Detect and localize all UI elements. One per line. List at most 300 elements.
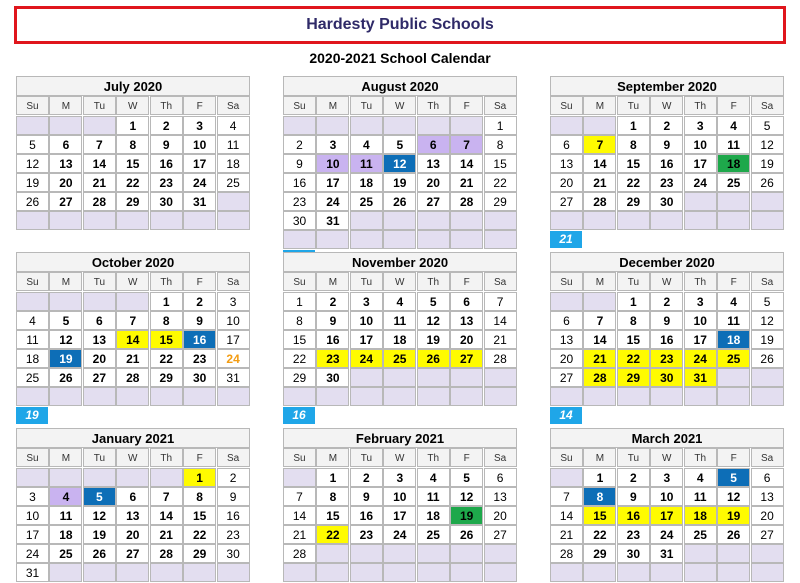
empty-cell — [484, 368, 517, 387]
empty-cell — [350, 544, 383, 563]
day-cell: 1 — [150, 292, 183, 311]
day-cell: 8 — [617, 135, 650, 154]
day-cell: 27 — [49, 192, 82, 211]
day-cell: 17 — [684, 154, 717, 173]
empty-cell — [583, 387, 616, 406]
day-cell: 20 — [417, 173, 450, 192]
day-cell: 27 — [450, 349, 483, 368]
day-cell: 22 — [484, 173, 517, 192]
day-cell: 4 — [417, 468, 450, 487]
day-cell: 15 — [183, 506, 216, 525]
day-cell: 18 — [717, 330, 750, 349]
day-cell: 1 — [283, 292, 316, 311]
empty-cell — [484, 211, 517, 230]
day-cell: 15 — [583, 506, 616, 525]
day-cell: 5 — [417, 292, 450, 311]
empty-cell — [751, 563, 784, 582]
day-cell: 2 — [650, 116, 683, 135]
empty-cell — [550, 211, 583, 230]
day-cell: 24 — [183, 173, 216, 192]
empty-cell — [484, 230, 517, 249]
day-cell: 18 — [16, 349, 49, 368]
day-cell: 11 — [717, 311, 750, 330]
day-cell: 13 — [751, 487, 784, 506]
day-cell: 21 — [116, 349, 149, 368]
empty-cell — [217, 563, 250, 582]
day-cell: 10 — [350, 311, 383, 330]
day-cell: 30 — [183, 368, 216, 387]
day-cell: 10 — [16, 506, 49, 525]
empty-cell — [684, 563, 717, 582]
empty-cell — [16, 116, 49, 135]
day-header: Su — [16, 448, 49, 467]
empty-cell — [751, 544, 784, 563]
day-cell: 1 — [316, 468, 349, 487]
empty-cell — [383, 544, 416, 563]
month-title: October 2020 — [16, 252, 250, 272]
empty-cell — [217, 211, 250, 230]
day-cell: 23 — [150, 173, 183, 192]
day-cell: 5 — [751, 292, 784, 311]
day-cell: 21 — [583, 173, 616, 192]
day-cell: 29 — [150, 368, 183, 387]
empty-cell — [417, 387, 450, 406]
day-header: F — [450, 96, 483, 115]
empty-cell — [450, 544, 483, 563]
day-header: F — [450, 448, 483, 467]
day-cell: 22 — [183, 525, 216, 544]
empty-cell — [417, 230, 450, 249]
empty-cell — [316, 563, 349, 582]
day-cell: 10 — [183, 135, 216, 154]
day-cell: 7 — [83, 135, 116, 154]
day-cell: 14 — [150, 506, 183, 525]
day-cell: 1 — [617, 292, 650, 311]
empty-cell — [583, 292, 616, 311]
day-cell: 9 — [183, 311, 216, 330]
day-cell: 18 — [717, 154, 750, 173]
day-cell: 21 — [450, 173, 483, 192]
day-cell: 23 — [316, 349, 349, 368]
day-cell: 23 — [617, 525, 650, 544]
day-cell: 21 — [484, 330, 517, 349]
day-cell: 29 — [183, 544, 216, 563]
day-cell: 26 — [751, 349, 784, 368]
day-cell: 9 — [350, 487, 383, 506]
day-header: M — [49, 272, 82, 291]
day-cell: 27 — [417, 192, 450, 211]
day-cell: 25 — [49, 544, 82, 563]
day-header: M — [49, 96, 82, 115]
empty-cell — [217, 192, 250, 211]
day-cell: 29 — [583, 544, 616, 563]
empty-cell — [116, 387, 149, 406]
day-cell: 7 — [583, 311, 616, 330]
day-header: F — [717, 448, 750, 467]
empty-cell — [717, 544, 750, 563]
day-cell: 15 — [283, 330, 316, 349]
empty-cell — [450, 211, 483, 230]
day-cell: 10 — [217, 311, 250, 330]
day-cell: 25 — [217, 173, 250, 192]
day-cell: 14 — [450, 154, 483, 173]
day-header: W — [116, 96, 149, 115]
day-header: Sa — [217, 448, 250, 467]
day-cell: 21 — [583, 349, 616, 368]
day-cell: 27 — [550, 192, 583, 211]
day-cell: 13 — [550, 330, 583, 349]
empty-cell — [717, 563, 750, 582]
day-cell: 3 — [684, 292, 717, 311]
day-cell: 20 — [116, 525, 149, 544]
month-title: March 2021 — [550, 428, 784, 448]
day-cell: 5 — [49, 311, 82, 330]
day-cell: 31 — [217, 368, 250, 387]
empty-cell — [484, 563, 517, 582]
day-cell: 26 — [450, 525, 483, 544]
day-header: Sa — [217, 96, 250, 115]
empty-cell — [83, 116, 116, 135]
empty-cell — [83, 292, 116, 311]
day-cell: 21 — [283, 525, 316, 544]
day-cell: 29 — [484, 192, 517, 211]
day-count-badge: 19 — [16, 407, 48, 424]
day-header: W — [383, 96, 416, 115]
day-cell: 2 — [316, 292, 349, 311]
day-cell: 16 — [650, 154, 683, 173]
day-cell: 7 — [450, 135, 483, 154]
empty-cell — [150, 387, 183, 406]
day-cell: 16 — [650, 330, 683, 349]
empty-cell — [116, 468, 149, 487]
day-cell: 9 — [283, 154, 316, 173]
day-cell: 28 — [550, 544, 583, 563]
day-cell: 3 — [183, 116, 216, 135]
day-cell: 17 — [316, 173, 349, 192]
day-cell: 6 — [450, 292, 483, 311]
empty-cell — [751, 211, 784, 230]
day-cell: 23 — [183, 349, 216, 368]
day-cell: 12 — [383, 154, 416, 173]
empty-cell — [550, 563, 583, 582]
day-cell: 2 — [150, 116, 183, 135]
day-header: Sa — [484, 448, 517, 467]
day-cell: 12 — [16, 154, 49, 173]
day-cell: 6 — [417, 135, 450, 154]
day-cell: 5 — [383, 135, 416, 154]
empty-cell — [183, 563, 216, 582]
day-cell: 8 — [150, 311, 183, 330]
empty-cell — [283, 387, 316, 406]
day-header: W — [383, 272, 416, 291]
empty-cell — [350, 116, 383, 135]
day-cell: 12 — [717, 487, 750, 506]
day-cell: 24 — [650, 525, 683, 544]
day-cell: 14 — [116, 330, 149, 349]
day-cell: 28 — [450, 192, 483, 211]
empty-cell — [316, 387, 349, 406]
empty-cell — [183, 211, 216, 230]
day-cell: 24 — [316, 192, 349, 211]
day-cell: 1 — [484, 116, 517, 135]
day-cell: 31 — [316, 211, 349, 230]
day-cell: 17 — [383, 506, 416, 525]
day-cell: 15 — [150, 330, 183, 349]
day-cell: 4 — [383, 292, 416, 311]
day-header: Th — [684, 96, 717, 115]
empty-cell — [717, 387, 750, 406]
day-cell: 21 — [150, 525, 183, 544]
day-cell: 5 — [751, 116, 784, 135]
day-cell: 6 — [484, 468, 517, 487]
empty-cell — [116, 211, 149, 230]
day-cell: 14 — [583, 154, 616, 173]
empty-cell — [150, 468, 183, 487]
day-cell: 29 — [617, 368, 650, 387]
day-cell: 6 — [83, 311, 116, 330]
day-cell: 22 — [150, 349, 183, 368]
day-cell: 25 — [383, 349, 416, 368]
empty-cell — [150, 211, 183, 230]
day-header: Sa — [751, 272, 784, 291]
day-cell: 9 — [150, 135, 183, 154]
day-cell: 3 — [650, 468, 683, 487]
day-cell: 14 — [550, 506, 583, 525]
day-header: Sa — [751, 96, 784, 115]
day-cell: 3 — [350, 292, 383, 311]
day-cell: 8 — [116, 135, 149, 154]
day-cell: 5 — [717, 468, 750, 487]
day-cell: 5 — [83, 487, 116, 506]
day-cell: 4 — [717, 116, 750, 135]
day-header: Su — [550, 96, 583, 115]
day-cell: 8 — [316, 487, 349, 506]
day-header: F — [717, 272, 750, 291]
empty-cell — [49, 468, 82, 487]
day-cell: 16 — [183, 330, 216, 349]
day-cell: 22 — [116, 173, 149, 192]
day-cell: 17 — [183, 154, 216, 173]
day-cell: 8 — [484, 135, 517, 154]
day-cell: 2 — [217, 468, 250, 487]
day-cell: 7 — [484, 292, 517, 311]
day-cell: 25 — [717, 349, 750, 368]
day-header: Tu — [617, 272, 650, 291]
empty-cell — [450, 563, 483, 582]
empty-cell — [49, 116, 82, 135]
day-cell: 1 — [116, 116, 149, 135]
day-header: W — [116, 272, 149, 291]
day-header: F — [183, 448, 216, 467]
day-cell: 30 — [617, 544, 650, 563]
month-title: August 2020 — [283, 76, 517, 96]
empty-cell — [717, 192, 750, 211]
day-cell: 25 — [717, 173, 750, 192]
empty-cell — [417, 563, 450, 582]
empty-cell — [283, 230, 316, 249]
empty-cell — [583, 116, 616, 135]
day-header: W — [650, 272, 683, 291]
empty-cell — [583, 211, 616, 230]
day-cell: 24 — [217, 349, 250, 368]
empty-cell — [83, 563, 116, 582]
day-cell: 30 — [650, 192, 683, 211]
day-cell: 22 — [617, 173, 650, 192]
day-cell: 7 — [550, 487, 583, 506]
day-cell: 31 — [650, 544, 683, 563]
day-cell: 20 — [49, 173, 82, 192]
empty-cell — [650, 563, 683, 582]
empty-cell — [116, 292, 149, 311]
day-cell: 19 — [49, 349, 82, 368]
empty-cell — [684, 387, 717, 406]
empty-cell — [684, 544, 717, 563]
day-header: M — [49, 448, 82, 467]
month-title: January 2021 — [16, 428, 250, 448]
day-header: Tu — [617, 448, 650, 467]
empty-cell — [83, 387, 116, 406]
empty-cell — [450, 368, 483, 387]
day-cell: 30 — [316, 368, 349, 387]
day-cell: 2 — [283, 135, 316, 154]
empty-cell — [751, 368, 784, 387]
empty-cell — [650, 387, 683, 406]
day-cell: 19 — [751, 330, 784, 349]
day-cell: 11 — [217, 135, 250, 154]
empty-cell — [417, 544, 450, 563]
day-cell: 25 — [417, 525, 450, 544]
empty-cell — [650, 211, 683, 230]
day-cell: 6 — [550, 135, 583, 154]
day-cell: 28 — [116, 368, 149, 387]
day-cell: 19 — [751, 154, 784, 173]
empty-cell — [16, 387, 49, 406]
day-cell: 19 — [417, 330, 450, 349]
day-cell: 22 — [617, 349, 650, 368]
day-cell: 28 — [484, 349, 517, 368]
day-cell: 8 — [283, 311, 316, 330]
empty-cell — [717, 211, 750, 230]
day-cell: 11 — [49, 506, 82, 525]
day-cell: 12 — [49, 330, 82, 349]
day-cell: 30 — [650, 368, 683, 387]
day-cell: 25 — [16, 368, 49, 387]
empty-cell — [383, 116, 416, 135]
day-cell: 31 — [183, 192, 216, 211]
day-cell: 18 — [417, 506, 450, 525]
day-cell: 26 — [83, 544, 116, 563]
day-cell: 10 — [684, 311, 717, 330]
day-header: M — [583, 96, 616, 115]
empty-cell — [550, 292, 583, 311]
day-cell: 28 — [150, 544, 183, 563]
day-cell: 19 — [16, 173, 49, 192]
day-header: Tu — [350, 448, 383, 467]
day-cell: 21 — [83, 173, 116, 192]
day-cell: 12 — [751, 311, 784, 330]
day-cell: 23 — [283, 192, 316, 211]
day-count-badge: 21 — [550, 231, 582, 248]
day-cell: 11 — [717, 135, 750, 154]
day-header: Th — [684, 272, 717, 291]
empty-cell — [283, 468, 316, 487]
day-header: Tu — [350, 272, 383, 291]
day-cell: 3 — [684, 116, 717, 135]
day-cell: 17 — [217, 330, 250, 349]
day-cell: 11 — [383, 311, 416, 330]
empty-cell — [383, 368, 416, 387]
empty-cell — [583, 563, 616, 582]
empty-cell — [183, 387, 216, 406]
day-cell: 20 — [550, 173, 583, 192]
day-cell: 20 — [484, 506, 517, 525]
day-cell: 14 — [583, 330, 616, 349]
day-cell: 2 — [650, 292, 683, 311]
day-cell: 20 — [550, 349, 583, 368]
day-header: Su — [283, 272, 316, 291]
day-cell: 24 — [383, 525, 416, 544]
empty-cell — [417, 116, 450, 135]
day-cell: 22 — [583, 525, 616, 544]
month-title: July 2020 — [16, 76, 250, 96]
empty-cell — [316, 230, 349, 249]
day-cell: 18 — [383, 330, 416, 349]
day-cell: 24 — [350, 349, 383, 368]
empty-cell — [617, 563, 650, 582]
day-cell: 30 — [217, 544, 250, 563]
day-cell: 28 — [283, 544, 316, 563]
day-header: Sa — [484, 96, 517, 115]
day-header: W — [650, 448, 683, 467]
empty-cell — [350, 211, 383, 230]
day-cell: 15 — [617, 330, 650, 349]
empty-cell — [283, 563, 316, 582]
day-header: M — [583, 448, 616, 467]
empty-cell — [484, 387, 517, 406]
day-cell: 12 — [417, 311, 450, 330]
empty-cell — [350, 563, 383, 582]
day-cell: 11 — [684, 487, 717, 506]
day-header: Tu — [83, 272, 116, 291]
day-cell: 3 — [316, 135, 349, 154]
empty-cell — [717, 368, 750, 387]
day-cell: 3 — [383, 468, 416, 487]
day-header: Su — [550, 448, 583, 467]
day-header: Th — [417, 272, 450, 291]
day-cell: 18 — [217, 154, 250, 173]
day-cell: 23 — [350, 525, 383, 544]
empty-cell — [350, 230, 383, 249]
empty-cell — [49, 387, 82, 406]
day-cell: 24 — [16, 544, 49, 563]
empty-cell — [16, 468, 49, 487]
day-header: Su — [283, 96, 316, 115]
day-cell: 27 — [751, 525, 784, 544]
day-cell: 9 — [217, 487, 250, 506]
empty-cell — [16, 211, 49, 230]
month-title: February 2021 — [283, 428, 517, 448]
day-cell: 20 — [450, 330, 483, 349]
empty-cell — [283, 116, 316, 135]
day-header: Su — [16, 96, 49, 115]
day-cell: 28 — [583, 368, 616, 387]
day-cell: 15 — [316, 506, 349, 525]
empty-cell — [450, 116, 483, 135]
day-cell: 26 — [717, 525, 750, 544]
day-header: M — [316, 96, 349, 115]
day-cell: 20 — [751, 506, 784, 525]
day-cell: 16 — [617, 506, 650, 525]
